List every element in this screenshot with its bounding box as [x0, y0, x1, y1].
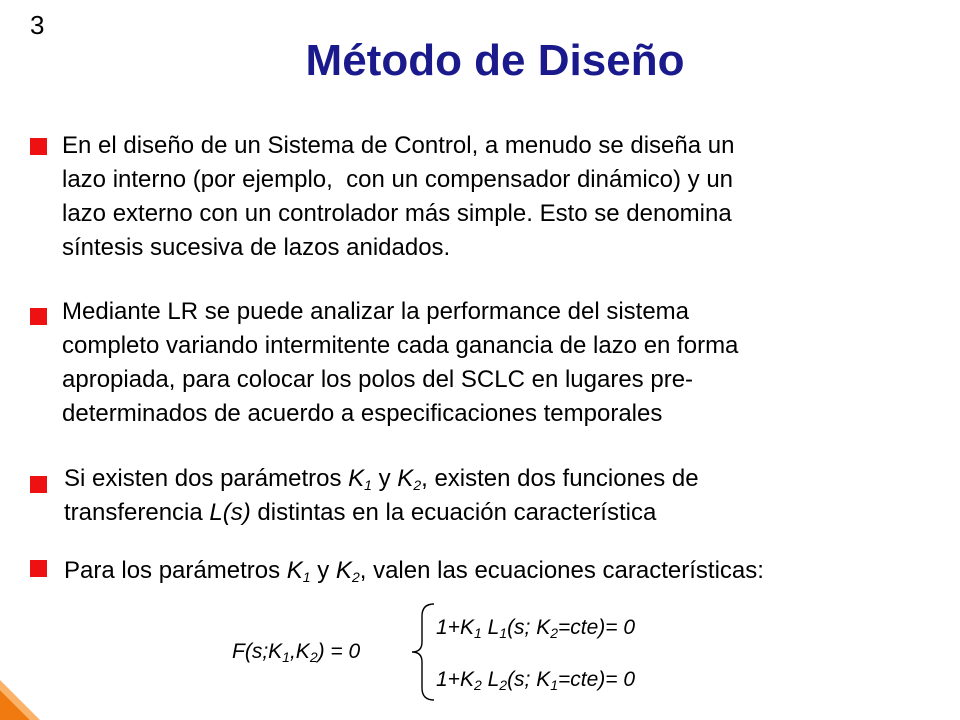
- bullet-marker: [30, 138, 47, 155]
- formula-lhs: $F(s;K_1,K_2) = 0$: [232, 640, 361, 665]
- bullet-marker: [30, 476, 47, 493]
- text-line: apropiada, para colocar los polos del SCLC en lugares pre-: [62, 366, 694, 393]
- text-line: lazo externo con un controlador más simple. Esto se denomina: [62, 200, 732, 227]
- text-line: determinados de acuerdo a especificaciones temporales: [62, 400, 663, 427]
- text-line: Si existen dos parámetros $K_1$ y $K_2$, existen dos funciones de: [64, 465, 699, 493]
- text-line: lazo interno (por ejemplo, con un compensador dinámico) y un: [62, 166, 734, 193]
- page-title: Método de Diseño: [305, 36, 685, 85]
- slide-number: 3: [30, 10, 45, 40]
- characteristic-equation-2: $1+K_2$ $L_2(s$; $K_1=cte)= 0$: [436, 668, 636, 693]
- text-line: síntesis sucesiva de lazos anidados.: [62, 234, 451, 261]
- paragraph-characteristic-equations: [64, 554, 924, 588]
- paragraph-two-parameters: [64, 462, 924, 530]
- text-line: Para los parámetros $K_1$ y $K_2$, valen las ecuaciones características:: [64, 557, 764, 585]
- curly-brace: [408, 602, 438, 702]
- bullet-marker: [30, 308, 47, 325]
- paragraph-root-locus: [62, 295, 922, 431]
- characteristic-equation-1: $1+K_1$ $L_1(s$; $K_2=cte)= 0$: [436, 616, 636, 641]
- paragraph-nested-loops: [62, 129, 922, 265]
- text-line: En el diseño de un Sistema de Control, a menudo se diseña un: [62, 132, 735, 159]
- bullet-marker: [30, 560, 47, 577]
- text-line: transferencia L(s) distintas en la ecuación característica: [64, 499, 657, 526]
- text-line: Mediante LR se puede analizar la performance del sistema: [62, 298, 690, 325]
- corner-decoration: [0, 680, 40, 720]
- text-line: completo variando intermitente cada ganancia de lazo en forma: [62, 332, 739, 359]
